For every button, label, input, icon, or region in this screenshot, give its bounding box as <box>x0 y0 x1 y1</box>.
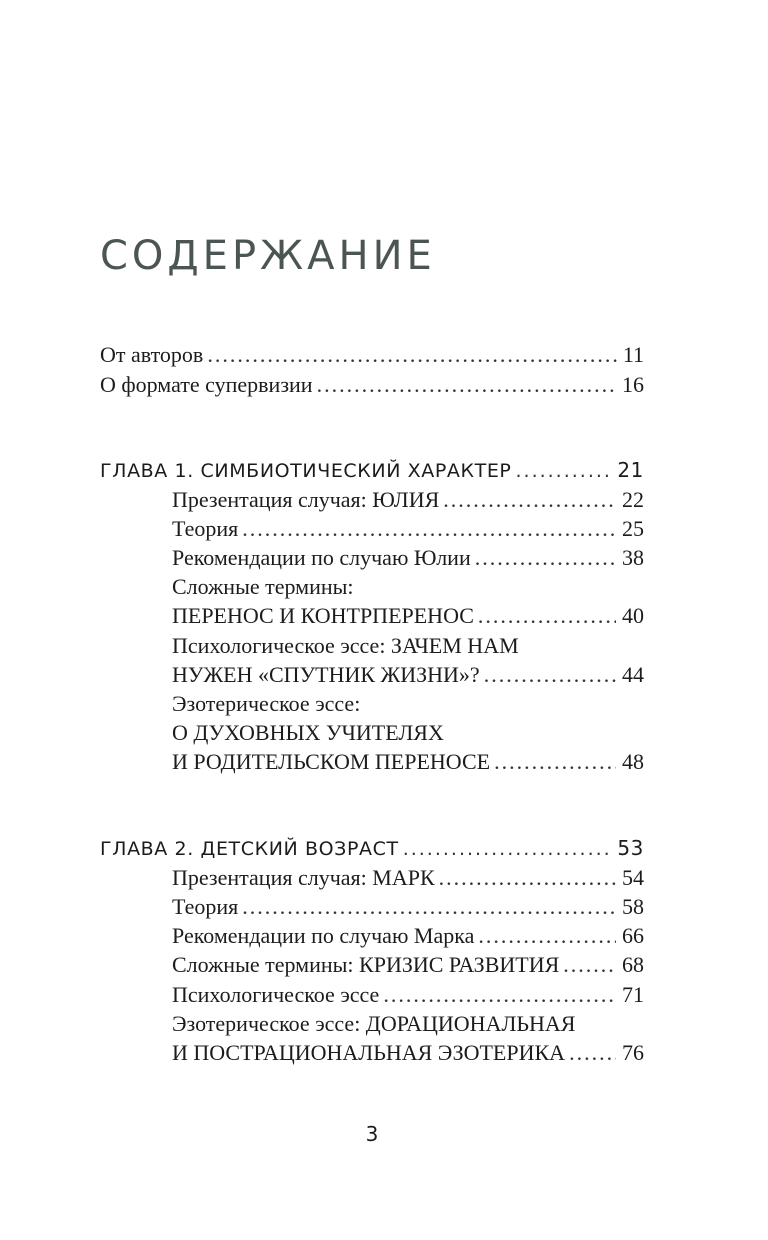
chapter-heading-label: ГЛАВА 1. СИМБИОТИЧЕСКИЙ ХАРАКТЕР <box>100 460 512 482</box>
chapter-heading-page: 53 <box>617 836 644 860</box>
dot-leader <box>515 456 611 486</box>
toc-chapter-1-heading <box>100 455 644 485</box>
toc-entry-continued <box>172 689 644 719</box>
chapter-heading-page: 21 <box>617 458 644 482</box>
dot-leader <box>207 340 616 370</box>
toc-entry-page: 71 <box>622 982 644 1007</box>
toc-entry <box>172 863 644 893</box>
toc-entry <box>172 892 644 922</box>
toc-chapter-2-heading <box>100 833 644 863</box>
chapter-heading-label: ГЛАВА 2. ДЕТСКИЙ ВОЗРАСТ <box>100 838 399 860</box>
toc-entry-label: Рекомендации по случаю Юлии <box>172 545 471 570</box>
toc-entry-page: 11 <box>622 342 644 367</box>
dot-leader <box>242 514 616 544</box>
toc-entry-page: 58 <box>622 894 644 919</box>
dot-leader <box>403 834 612 864</box>
toc-entry-page: 16 <box>622 372 644 397</box>
toc-entry <box>172 1038 644 1068</box>
dot-leader <box>443 485 616 515</box>
toc-entry <box>172 543 644 573</box>
toc-entry-page: 22 <box>622 487 644 512</box>
page-number: 3 <box>365 1122 379 1146</box>
toc-entry-label: Эзотерическое эссе: <box>172 691 361 716</box>
toc-entry-continued <box>172 718 644 748</box>
toc-entry-supervision-format <box>100 370 644 400</box>
toc-entry-label: И ПОСТРАЦИОНАЛЬНАЯ ЭЗОТЕРИКА <box>172 1040 566 1065</box>
toc-entry-label: Презентация случая: МАРК <box>172 865 435 890</box>
toc-entry-label: И РОДИТЕЛЬСКОМ ПЕРЕНОСЕ <box>172 749 491 774</box>
toc-entry-label: Психологическое эссе: ЗАЧЕМ НАМ <box>172 633 519 658</box>
toc-entry <box>172 514 644 544</box>
dot-leader <box>484 660 616 690</box>
toc-entry-label: Теория <box>172 516 239 541</box>
dot-leader <box>242 892 616 922</box>
dot-leader <box>569 1038 616 1068</box>
toc-entry <box>172 980 644 1010</box>
toc-entry-label: Эзотерическое эссе: ДОРАЦИОНАЛЬНАЯ <box>172 1011 576 1036</box>
toc-entry-continued <box>172 631 644 661</box>
toc-entry <box>172 950 644 980</box>
toc-entry-label: От авторов <box>100 342 204 367</box>
toc-entry-label: Сложные термины: <box>172 574 354 599</box>
toc-entry-continued <box>172 1009 644 1039</box>
toc-entry-page: 68 <box>622 952 644 977</box>
toc-entry <box>172 485 644 515</box>
toc-entry-label: О ДУХОВНЫХ УЧИТЕЛЯХ <box>172 720 444 745</box>
toc-entry-page: 48 <box>622 749 644 774</box>
toc-entry-label: Рекомендации по случаю Марка <box>172 923 475 948</box>
toc-entry <box>172 747 644 777</box>
toc-entry-page: 66 <box>622 923 644 948</box>
toc-entry-label: ПЕРЕНОС И КОНТРПЕРЕНОС <box>172 603 474 628</box>
toc-entry-page: 25 <box>622 516 644 541</box>
toc-entry-label: Сложные термины: КРИЗИС РАЗВИТИЯ <box>172 952 560 977</box>
toc-entry-page: 54 <box>622 865 644 890</box>
dot-leader <box>439 863 616 893</box>
toc-entry-page: 40 <box>622 603 644 628</box>
toc-entry-continued <box>172 572 644 602</box>
toc-entry-label: Презентация случая: ЮЛИЯ <box>172 487 440 512</box>
toc-entry-label: О формате супервизии <box>100 372 313 397</box>
dot-leader <box>317 370 616 400</box>
toc-entry <box>172 921 644 951</box>
dot-leader <box>478 601 616 631</box>
page-title: СОДЕРЖАНИЕ <box>100 233 436 279</box>
dot-leader <box>475 543 616 573</box>
toc-entry-page: 44 <box>622 662 644 687</box>
toc-entry-from-authors <box>100 340 644 370</box>
dot-leader <box>383 980 616 1010</box>
toc-entry-page: 76 <box>622 1040 644 1065</box>
toc-entry <box>172 601 644 631</box>
dot-leader <box>478 921 616 951</box>
toc-entry-label: Теория <box>172 894 239 919</box>
toc-entry <box>172 660 644 690</box>
toc-entry-label: Психологическое эссе <box>172 982 380 1007</box>
toc-entry-page: 38 <box>622 545 644 570</box>
dot-leader <box>563 950 616 980</box>
dot-leader <box>494 747 616 777</box>
toc-entry-label: НУЖЕН «СПУТНИК ЖИЗНИ»? <box>172 662 480 687</box>
